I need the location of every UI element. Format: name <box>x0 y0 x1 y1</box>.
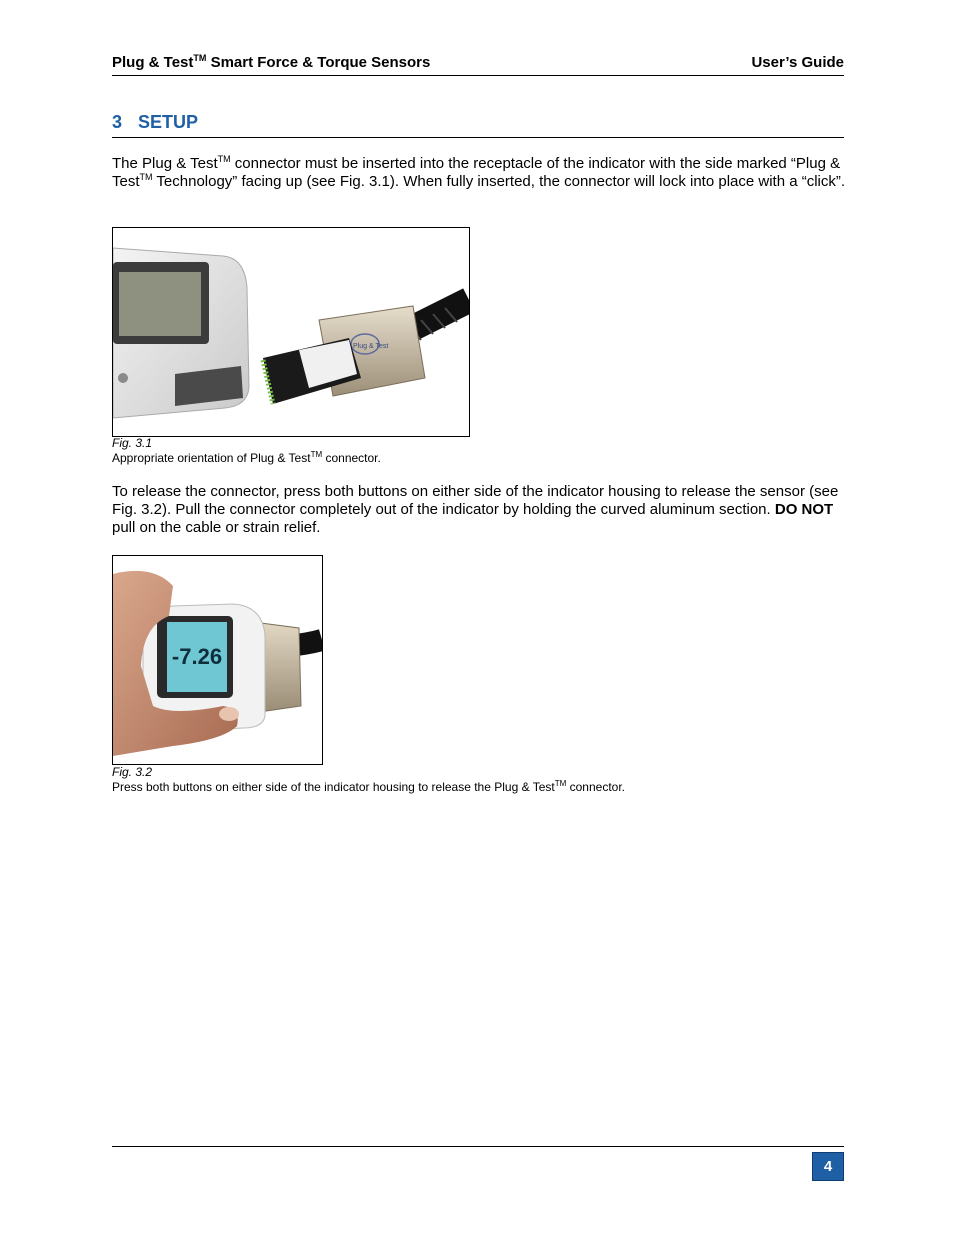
section-number: 3 <box>112 112 123 132</box>
setup-paragraph: The Plug & Test™ connector must be inserted into the receptacle of the indicator with the side marked “Plug & Test™ Technology” facing up (see Fig. 3.1). When fully inserted, the connector will lock into place with a “click”. <box>112 154 846 190</box>
figure-3-2-label: Fig. 3.2 <box>112 765 153 779</box>
figure-3-1-label: Fig. 3.1 <box>112 436 153 450</box>
page-number: 4 <box>812 1152 844 1181</box>
connector-orientation-photo <box>113 228 469 436</box>
page-header <box>112 54 844 76</box>
figure-3-1-caption: Appropriate orientation of Plug & Test™ connector. <box>112 450 381 465</box>
release-buttons-photo <box>113 556 322 764</box>
section-heading <box>112 112 844 138</box>
section-title: SETUP <box>138 112 199 132</box>
header-title: Plug & Test™ Smart Force & Torque Sensors <box>112 53 431 71</box>
connector-brand-mark: Plug & Test <box>353 343 389 350</box>
figure-3-1-image <box>112 227 470 437</box>
header-guide: User’s Guide <box>751 54 844 71</box>
figure-3-2-image <box>112 555 323 765</box>
release-paragraph: To release the connector, press both buttons on either side of the indicator housing to release the sensor (see Fig. 3.2). Pull the connector completely out of the indicator by holding the curved aluminum section. DO NOT pull on the cable or strain relief. <box>112 483 839 536</box>
figure-3-2-caption: Press both buttons on either side of the indicator housing to release the Plug & Test™ connector. <box>112 779 626 794</box>
display-value: -7.26 <box>171 644 223 669</box>
footer-rule <box>112 1146 844 1147</box>
